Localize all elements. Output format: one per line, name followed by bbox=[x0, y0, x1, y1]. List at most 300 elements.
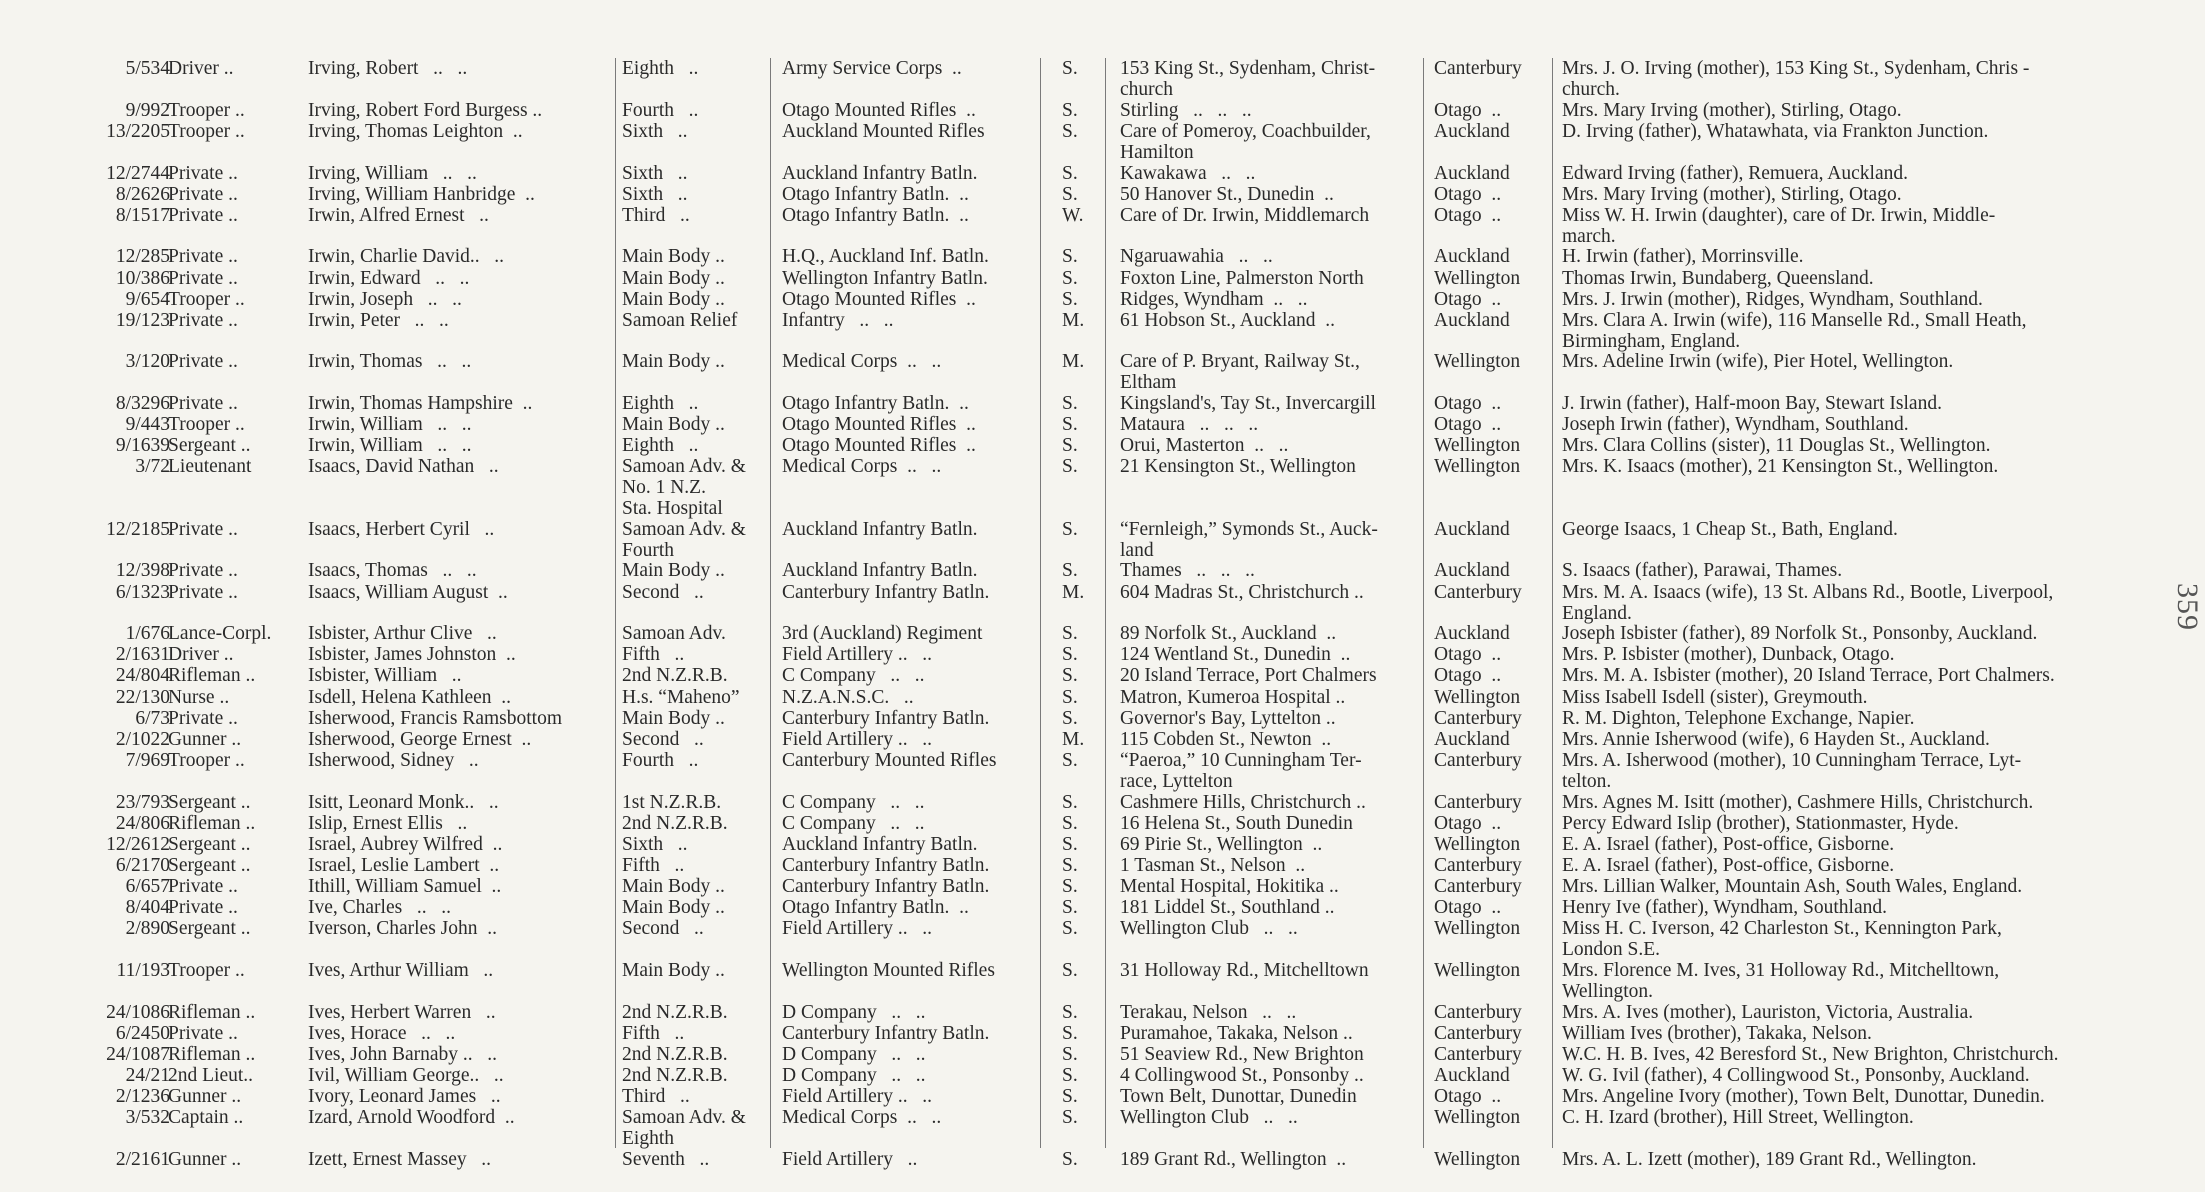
service-number: 9/443 bbox=[125, 414, 170, 436]
draft: Second .. bbox=[622, 581, 704, 603]
marital-status: S. bbox=[1062, 749, 1078, 771]
district: Otago .. bbox=[1434, 812, 1502, 834]
last-address: 16 Helena St., South Dunedin bbox=[1120, 812, 1353, 834]
district: Wellington bbox=[1434, 686, 1521, 708]
column-rule bbox=[1423, 58, 1424, 1148]
district: Canterbury bbox=[1434, 58, 1522, 79]
last-address: Puramahoe, Takaka, Nelson .. bbox=[1120, 1022, 1353, 1044]
unit: Auckland Infantry Batln. bbox=[782, 162, 978, 184]
last-address: 50 Hanover St., Dunedin .. bbox=[1120, 183, 1334, 205]
marital-status: S. bbox=[1062, 1064, 1078, 1086]
last-address: Wellington Club .. .. bbox=[1120, 1107, 1298, 1128]
last-address: Care of P. Bryant, Railway St., Eltham bbox=[1120, 351, 1360, 394]
service-number: 2/1022 bbox=[115, 728, 170, 750]
draft: Main Body .. bbox=[622, 897, 725, 918]
unit: Field Artillery .. .. bbox=[782, 918, 933, 940]
district: Otago .. bbox=[1434, 99, 1502, 121]
rank: Trooper .. bbox=[168, 959, 245, 981]
soldier-name: Iverson, Charles John .. bbox=[308, 918, 498, 940]
marital-status: S. bbox=[1062, 518, 1078, 540]
last-address: 20 Island Terrace, Port Chalmers bbox=[1120, 665, 1377, 687]
last-address: “Paeroa,” 10 Cunningham Ter- race, Lyttelton bbox=[1120, 749, 1362, 792]
service-number: 24/21 bbox=[125, 1064, 170, 1086]
next-of-kin: Mrs. Clara A. Irwin (wife), 116 Manselle Rd., Small Heath, Birmingham, England. bbox=[1562, 309, 2027, 352]
draft: Second .. bbox=[622, 918, 704, 940]
marital-status: S. bbox=[1062, 1085, 1078, 1107]
rank: Private .. bbox=[168, 707, 238, 729]
service-number: 9/654 bbox=[125, 288, 170, 310]
last-address: Mataura .. .. .. bbox=[1120, 414, 1259, 436]
next-of-kin: George Isaacs, 1 Cheap St., Bath, England. bbox=[1562, 518, 1898, 540]
service-number: 6/2170 bbox=[115, 854, 170, 876]
service-number: 2/2161 bbox=[115, 1148, 170, 1170]
last-address: Kawakawa .. .. bbox=[1120, 162, 1256, 184]
next-of-kin: Mrs. Angeline Ivory (mother), Town Belt, Dunottar, Dunedin. bbox=[1562, 1085, 2045, 1107]
draft: Main Body .. bbox=[622, 875, 725, 897]
next-of-kin: Mrs. P. Isbister (mother), Dunback, Otago. bbox=[1562, 644, 1895, 666]
unit: Canterbury Mounted Rifles bbox=[782, 749, 997, 771]
service-number: 6/1323 bbox=[115, 581, 170, 603]
district: Canterbury bbox=[1434, 854, 1522, 876]
unit: Canterbury Infantry Batln. bbox=[782, 854, 990, 876]
rank: Captain .. bbox=[168, 1107, 244, 1128]
next-of-kin: Mrs. Agnes M. Isitt (mother), Cashmere Hills, Christchurch. bbox=[1562, 791, 2034, 813]
soldier-name: Isbister, James Johnston .. bbox=[308, 644, 516, 666]
marital-status: S. bbox=[1062, 288, 1078, 310]
draft: Fourth .. bbox=[622, 749, 699, 771]
last-address: 1 Tasman St., Nelson .. bbox=[1120, 854, 1306, 876]
marital-status: S. bbox=[1062, 707, 1078, 729]
district: Auckland bbox=[1434, 162, 1510, 184]
soldier-name: Irwin, Alfred Ernest .. bbox=[308, 204, 489, 226]
unit: Field Artillery .. .. bbox=[782, 644, 933, 666]
next-of-kin: W. G. Ivil (father), 4 Collingwood St., Ponsonby, Auckland. bbox=[1562, 1064, 2030, 1086]
last-address: Thames .. .. .. bbox=[1120, 560, 1255, 582]
district: Auckland bbox=[1434, 518, 1510, 540]
service-number: 3/72 bbox=[135, 456, 170, 478]
last-address: Town Belt, Dunottar, Dunedin bbox=[1120, 1085, 1357, 1107]
district: Canterbury bbox=[1434, 749, 1522, 771]
unit: Field Artillery .. .. bbox=[782, 1085, 933, 1107]
marital-status: S. bbox=[1062, 560, 1078, 582]
marital-status: M. bbox=[1062, 309, 1085, 331]
soldier-name: Islip, Ernest Ellis .. bbox=[308, 812, 468, 834]
next-of-kin: Joseph Irwin (father), Wyndham, Southland. bbox=[1562, 414, 1909, 436]
soldier-name: Irwin, Charlie David.. .. bbox=[308, 246, 505, 268]
service-number: 5/534 bbox=[125, 58, 170, 79]
service-number: 12/2612 bbox=[106, 833, 170, 855]
rank: Private .. bbox=[168, 183, 238, 205]
last-address: Care of Pomeroy, Coachbuilder, Hamilton bbox=[1120, 120, 1371, 163]
last-address: 21 Kensington St., Wellington bbox=[1120, 456, 1356, 478]
next-of-kin: Henry Ive (father), Wyndham, Southland. bbox=[1562, 897, 1887, 918]
marital-status: S. bbox=[1062, 58, 1078, 79]
rank: Trooper .. bbox=[168, 99, 245, 121]
soldier-name: Ive, Charles .. .. bbox=[308, 897, 451, 918]
draft: 2nd N.Z.R.B. bbox=[622, 665, 728, 687]
marital-status: S. bbox=[1062, 1043, 1078, 1065]
unit: 3rd (Auckland) Regiment bbox=[782, 623, 983, 645]
next-of-kin: Mrs. Mary Irving (mother), Stirling, Otago. bbox=[1562, 183, 1902, 205]
rank: Sergeant .. bbox=[168, 918, 251, 940]
rank: Gunner .. bbox=[168, 1148, 242, 1170]
column-rule bbox=[1105, 58, 1106, 1148]
unit: D Company .. .. bbox=[782, 1064, 926, 1086]
district: Wellington bbox=[1434, 1148, 1521, 1170]
district: Auckland bbox=[1434, 1064, 1510, 1086]
district: Wellington bbox=[1434, 456, 1521, 478]
draft: Fifth .. bbox=[622, 854, 685, 876]
service-number: 24/804 bbox=[115, 665, 170, 687]
rank: Driver .. bbox=[168, 58, 234, 79]
service-number: 24/1087 bbox=[106, 1043, 170, 1065]
draft: 2nd N.Z.R.B. bbox=[622, 812, 728, 834]
soldier-name: Irving, William .. .. bbox=[308, 162, 477, 184]
last-address: Kingsland's, Tay St., Invercargill bbox=[1120, 393, 1376, 415]
unit: Otago Mounted Rifles .. bbox=[782, 99, 976, 121]
soldier-name: Isbister, Arthur Clive .. bbox=[308, 623, 497, 645]
soldier-name: Irwin, William .. .. bbox=[308, 414, 472, 436]
next-of-kin: D. Irving (father), Whatawhata, via Frankton Junction. bbox=[1562, 120, 1989, 142]
last-address: 69 Pirie St., Wellington .. bbox=[1120, 833, 1323, 855]
next-of-kin: Mrs. A. L. Izett (mother), 189 Grant Rd., Wellington. bbox=[1562, 1148, 1977, 1170]
next-of-kin: Percy Edward Islip (brother), Stationmaster, Hyde. bbox=[1562, 812, 1959, 834]
service-number: 12/285 bbox=[115, 246, 170, 268]
unit: C Company .. .. bbox=[782, 665, 925, 687]
rank: Sergeant .. bbox=[168, 854, 251, 876]
column-rule bbox=[615, 58, 616, 1148]
unit: Medical Corps .. .. bbox=[782, 456, 942, 478]
rank: Rifleman .. bbox=[168, 1001, 256, 1023]
soldier-name: Irving, Robert Ford Burgess .. bbox=[308, 99, 543, 121]
rank: Sergeant .. bbox=[168, 833, 251, 855]
draft: Eighth .. bbox=[622, 435, 699, 457]
last-address: 115 Cobden St., Newton .. bbox=[1120, 728, 1332, 750]
next-of-kin: Mrs. J. O. Irving (mother), 153 King St., Sydenham, Chris - church. bbox=[1562, 58, 2030, 100]
marital-status: S. bbox=[1062, 393, 1078, 415]
district: Canterbury bbox=[1434, 1022, 1522, 1044]
draft: Samoan Adv. bbox=[622, 623, 726, 645]
marital-status: S. bbox=[1062, 833, 1078, 855]
rank: Trooper .. bbox=[168, 288, 245, 310]
rank: Private .. bbox=[168, 351, 238, 373]
district: Canterbury bbox=[1434, 875, 1522, 897]
next-of-kin: Mrs. Florence M. Ives, 31 Holloway Rd., Mitchelltown, Wellington. bbox=[1562, 959, 2000, 1002]
unit: H.Q., Auckland Inf. Batln. bbox=[782, 246, 989, 268]
soldier-name: Ives, John Barnaby .. .. bbox=[308, 1043, 498, 1065]
draft: Main Body .. bbox=[622, 246, 725, 268]
draft: Main Body .. bbox=[622, 288, 725, 310]
district: Otago .. bbox=[1434, 1085, 1502, 1107]
draft: Sixth .. bbox=[622, 120, 688, 142]
unit: D Company .. .. bbox=[782, 1043, 926, 1065]
district: Canterbury bbox=[1434, 707, 1522, 729]
district: Otago .. bbox=[1434, 665, 1502, 687]
unit: Wellington Infantry Batln. bbox=[782, 267, 988, 289]
rank: Private .. bbox=[168, 309, 238, 331]
last-address: 31 Holloway Rd., Mitchelltown bbox=[1120, 959, 1369, 981]
next-of-kin: Mrs. A. Ives (mother), Lauriston, Victoria, Australia. bbox=[1562, 1001, 1974, 1023]
marital-status: S. bbox=[1062, 623, 1078, 645]
rank: 2nd Lieut.. bbox=[168, 1064, 254, 1086]
next-of-kin: Mrs. J. Irwin (mother), Ridges, Wyndham, Southland. bbox=[1562, 288, 1983, 310]
service-number: 3/532 bbox=[125, 1107, 170, 1128]
service-number: 6/657 bbox=[125, 875, 170, 897]
next-of-kin: Miss Isabell Isdell (sister), Greymouth. bbox=[1562, 686, 1868, 708]
next-of-kin: Thomas Irwin, Bundaberg, Queensland. bbox=[1562, 267, 1874, 289]
soldier-name: Ivil, William George.. .. bbox=[308, 1064, 504, 1086]
column-rule bbox=[1040, 58, 1041, 1148]
last-address: 4 Collingwood St., Ponsonby .. bbox=[1120, 1064, 1364, 1086]
page-number: 359 bbox=[2171, 583, 2204, 631]
next-of-kin: Mrs. A. Isherwood (mother), 10 Cunningham Terrace, Lyt- telton. bbox=[1562, 749, 2022, 792]
draft: Main Body .. bbox=[622, 560, 725, 582]
next-of-kin: Mrs. K. Isaacs (mother), 21 Kensington St., Wellington. bbox=[1562, 456, 1999, 478]
draft: Third .. bbox=[622, 204, 690, 226]
unit: Auckland Infantry Batln. bbox=[782, 560, 978, 582]
service-number: 6/2450 bbox=[115, 1022, 170, 1044]
draft: Main Body .. bbox=[622, 414, 725, 436]
next-of-kin: Mrs. Clara Collins (sister), 11 Douglas St., Wellington. bbox=[1562, 435, 1991, 457]
unit: Field Artillery .. .. bbox=[782, 728, 933, 750]
district: Canterbury bbox=[1434, 1043, 1522, 1065]
service-number: 2/890 bbox=[125, 918, 170, 940]
last-address: 181 Liddel St., Southland .. bbox=[1120, 897, 1335, 918]
last-address: “Fernleigh,” Symonds St., Auck- land bbox=[1120, 518, 1378, 561]
soldier-name: Israel, Leslie Lambert .. bbox=[308, 854, 500, 876]
soldier-name: Izett, Ernest Massey .. bbox=[308, 1148, 492, 1170]
rank: Driver .. bbox=[168, 644, 234, 666]
service-number: 8/2626 bbox=[115, 183, 170, 205]
soldier-name: Isaacs, Thomas .. .. bbox=[308, 560, 477, 582]
marital-status: S. bbox=[1062, 897, 1078, 918]
soldier-name: Irving, William Hanbridge .. bbox=[308, 183, 535, 205]
rank: Gunner .. bbox=[168, 1085, 242, 1107]
soldier-name: Isherwood, Sidney .. bbox=[308, 749, 479, 771]
district: Auckland bbox=[1434, 309, 1510, 331]
rank: Trooper .. bbox=[168, 120, 245, 142]
last-address: 89 Norfolk St., Auckland .. bbox=[1120, 623, 1337, 645]
soldier-name: Isdell, Helena Kathleen .. bbox=[308, 686, 512, 708]
soldier-name: Isherwood, George Ernest .. bbox=[308, 728, 532, 750]
district: Wellington bbox=[1434, 959, 1521, 981]
service-number: 8/1517 bbox=[115, 204, 170, 226]
marital-status: S. bbox=[1062, 875, 1078, 897]
next-of-kin: S. Isaacs (father), Parawai, Thames. bbox=[1562, 560, 1843, 582]
unit: Otago Infantry Batln. .. bbox=[782, 183, 969, 205]
service-number: 11/193 bbox=[116, 959, 170, 981]
marital-status: S. bbox=[1062, 854, 1078, 876]
marital-status: M. bbox=[1062, 351, 1085, 373]
soldier-name: Isaacs, David Nathan .. bbox=[308, 456, 499, 478]
next-of-kin: Mrs. M. A. Isbister (mother), 20 Island Terrace, Port Chalmers. bbox=[1562, 665, 2055, 687]
soldier-name: Ithill, William Samuel .. bbox=[308, 875, 502, 897]
next-of-kin: Edward Irving (father), Remuera, Auckland. bbox=[1562, 162, 1908, 184]
service-number: 9/1639 bbox=[115, 435, 170, 457]
marital-status: S. bbox=[1062, 1148, 1078, 1170]
soldier-name: Irving, Robert .. .. bbox=[308, 58, 468, 79]
next-of-kin: Mrs. Annie Isherwood (wife), 6 Hayden St., Auckland. bbox=[1562, 728, 1990, 750]
marital-status: S. bbox=[1062, 414, 1078, 436]
service-number: 2/1631 bbox=[115, 644, 170, 666]
next-of-kin: Joseph Isbister (father), 89 Norfolk St., Ponsonby, Auckland. bbox=[1562, 623, 2038, 645]
last-address: Ridges, Wyndham .. .. bbox=[1120, 288, 1308, 310]
rank: Sergeant .. bbox=[168, 435, 251, 457]
last-address: Governor's Bay, Lyttelton .. bbox=[1120, 707, 1336, 729]
draft: Main Body .. bbox=[622, 267, 725, 289]
district: Otago .. bbox=[1434, 204, 1502, 226]
unit: Infantry .. .. bbox=[782, 309, 894, 331]
district: Otago .. bbox=[1434, 414, 1502, 436]
rank: Private .. bbox=[168, 897, 238, 918]
soldier-name: Irwin, Thomas Hampshire .. bbox=[308, 393, 533, 415]
marital-status: S. bbox=[1062, 1001, 1078, 1023]
unit: Otago Infantry Batln. .. bbox=[782, 897, 969, 918]
unit: Field Artillery .. bbox=[782, 1148, 918, 1170]
next-of-kin: H. Irwin (father), Morrinsville. bbox=[1562, 246, 1804, 268]
unit: D Company .. .. bbox=[782, 1001, 926, 1023]
next-of-kin: E. A. Israel (father), Post-office, Gisborne. bbox=[1562, 854, 1895, 876]
district: Otago .. bbox=[1434, 393, 1502, 415]
draft: 2nd N.Z.R.B. bbox=[622, 1043, 728, 1065]
unit: Otago Mounted Rifles .. bbox=[782, 288, 976, 310]
draft: Fifth .. bbox=[622, 1022, 685, 1044]
unit: Medical Corps .. .. bbox=[782, 351, 942, 373]
district: Auckland bbox=[1434, 728, 1510, 750]
soldier-name: Ives, Arthur William .. bbox=[308, 959, 494, 981]
soldier-name: Izard, Arnold Woodford .. bbox=[308, 1107, 515, 1128]
district: Auckland bbox=[1434, 120, 1510, 142]
unit: Canterbury Infantry Batln. bbox=[782, 875, 990, 897]
service-number: 7/969 bbox=[125, 749, 170, 771]
unit: Canterbury Infantry Batln. bbox=[782, 581, 990, 603]
unit: Otago Mounted Rifles .. bbox=[782, 414, 976, 436]
next-of-kin: Miss W. H. Irwin (daughter), care of Dr. Irwin, Middle- march. bbox=[1562, 204, 1996, 247]
marital-status: S. bbox=[1062, 246, 1078, 268]
service-number: 22/130 bbox=[115, 686, 170, 708]
service-number: 2/1236 bbox=[115, 1085, 170, 1107]
draft: Sixth .. bbox=[622, 162, 688, 184]
rank: Private .. bbox=[168, 1022, 238, 1044]
rank: Private .. bbox=[168, 581, 238, 603]
soldier-name: Irwin, William .. .. bbox=[308, 435, 472, 457]
last-address: 124 Wentland St., Dunedin .. bbox=[1120, 644, 1351, 666]
service-number: 10/386 bbox=[115, 267, 170, 289]
draft: Sixth .. bbox=[622, 833, 688, 855]
next-of-kin: Mrs. Adeline Irwin (wife), Pier Hotel, Wellington. bbox=[1562, 351, 1954, 373]
marital-status: S. bbox=[1062, 665, 1078, 687]
next-of-kin: R. M. Dighton, Telephone Exchange, Napier. bbox=[1562, 707, 1915, 729]
unit: Auckland Mounted Rifles bbox=[782, 120, 985, 142]
soldier-name: Irwin, Thomas .. .. bbox=[308, 351, 472, 373]
draft: Samoan Adv. & Fourth bbox=[622, 518, 746, 561]
last-address: Care of Dr. Irwin, Middlemarch bbox=[1120, 204, 1370, 226]
marital-status: S. bbox=[1062, 791, 1078, 813]
marital-status: S. bbox=[1062, 456, 1078, 478]
service-number: 19/123 bbox=[115, 309, 170, 331]
unit: N.Z.A.N.S.C. .. bbox=[782, 686, 914, 708]
soldier-name: Isitt, Leonard Monk.. .. bbox=[308, 791, 499, 813]
last-address: Terakau, Nelson .. .. bbox=[1120, 1001, 1297, 1023]
service-number: 8/3296 bbox=[115, 393, 170, 415]
last-address: 604 Madras St., Christchurch .. bbox=[1120, 581, 1364, 603]
unit: Auckland Infantry Batln. bbox=[782, 833, 978, 855]
marital-status: M. bbox=[1062, 581, 1085, 603]
draft: Seventh .. bbox=[622, 1148, 710, 1170]
soldier-name: Irwin, Peter .. .. bbox=[308, 309, 449, 331]
draft: Samoan Adv. & No. 1 N.Z. Sta. Hospital bbox=[622, 456, 746, 520]
rank: Rifleman .. bbox=[168, 812, 256, 834]
rank: Trooper .. bbox=[168, 414, 245, 436]
marital-status: S. bbox=[1062, 918, 1078, 940]
service-number: 9/992 bbox=[125, 99, 170, 121]
district: Auckland bbox=[1434, 623, 1510, 645]
unit: C Company .. .. bbox=[782, 812, 925, 834]
rank: Rifleman .. bbox=[168, 1043, 256, 1065]
rank: Private .. bbox=[168, 560, 238, 582]
soldier-name: Isaacs, Herbert Cyril .. bbox=[308, 518, 495, 540]
marital-status: S. bbox=[1062, 120, 1078, 142]
rank: Private .. bbox=[168, 162, 238, 184]
last-address: Mental Hospital, Hokitika .. bbox=[1120, 875, 1339, 897]
unit: Medical Corps .. .. bbox=[782, 1107, 942, 1128]
district: Auckland bbox=[1434, 246, 1510, 268]
next-of-kin: E. A. Israel (father), Post-office, Gisborne. bbox=[1562, 833, 1895, 855]
soldier-name: Isaacs, William August .. bbox=[308, 581, 508, 603]
rank: Private .. bbox=[168, 875, 238, 897]
draft: Main Body .. bbox=[622, 959, 725, 981]
district: Wellington bbox=[1434, 833, 1521, 855]
rank: Trooper .. bbox=[168, 749, 245, 771]
district: Wellington bbox=[1434, 435, 1521, 457]
service-number: 3/120 bbox=[125, 351, 170, 373]
next-of-kin: William Ives (brother), Takaka, Nelson. bbox=[1562, 1022, 1872, 1044]
marital-status: S. bbox=[1062, 435, 1078, 457]
marital-status: W. bbox=[1062, 204, 1084, 226]
last-address: Matron, Kumeroa Hospital .. bbox=[1120, 686, 1346, 708]
marital-status: S. bbox=[1062, 1022, 1078, 1044]
draft: Second .. bbox=[622, 728, 704, 750]
district: Otago .. bbox=[1434, 897, 1502, 918]
district: Wellington bbox=[1434, 1107, 1521, 1128]
district: Otago .. bbox=[1434, 288, 1502, 310]
district: Otago .. bbox=[1434, 644, 1502, 666]
next-of-kin: C. H. Izard (brother), Hill Street, Wellington. bbox=[1562, 1107, 1914, 1128]
rank: Sergeant .. bbox=[168, 791, 251, 813]
draft: Sixth .. bbox=[622, 183, 688, 205]
service-number: 1/676 bbox=[125, 623, 170, 645]
marital-status: S. bbox=[1062, 959, 1078, 981]
marital-status: M. bbox=[1062, 728, 1085, 750]
unit: Wellington Mounted Rifles bbox=[782, 959, 995, 981]
draft: Main Body .. bbox=[622, 351, 725, 373]
marital-status: S. bbox=[1062, 812, 1078, 834]
draft: Fourth .. bbox=[622, 99, 699, 121]
service-number: 13/2205 bbox=[106, 120, 170, 142]
soldier-name: Isbister, William .. bbox=[308, 665, 462, 687]
soldier-name: Isherwood, Francis Ramsbottom bbox=[308, 707, 563, 729]
marital-status: S. bbox=[1062, 267, 1078, 289]
soldier-name: Ives, Herbert Warren .. bbox=[308, 1001, 496, 1023]
marital-status: S. bbox=[1062, 686, 1078, 708]
last-address: Ngaruawahia .. .. bbox=[1120, 246, 1273, 268]
last-address: 51 Seaview Rd., New Brighton bbox=[1120, 1043, 1364, 1065]
service-number: 12/2185 bbox=[106, 518, 170, 540]
last-address: Foxton Line, Palmerston North bbox=[1120, 267, 1364, 289]
service-number: 23/793 bbox=[115, 791, 170, 813]
soldier-name: Ives, Horace .. .. bbox=[308, 1022, 456, 1044]
draft: Samoan Relief bbox=[622, 309, 738, 331]
